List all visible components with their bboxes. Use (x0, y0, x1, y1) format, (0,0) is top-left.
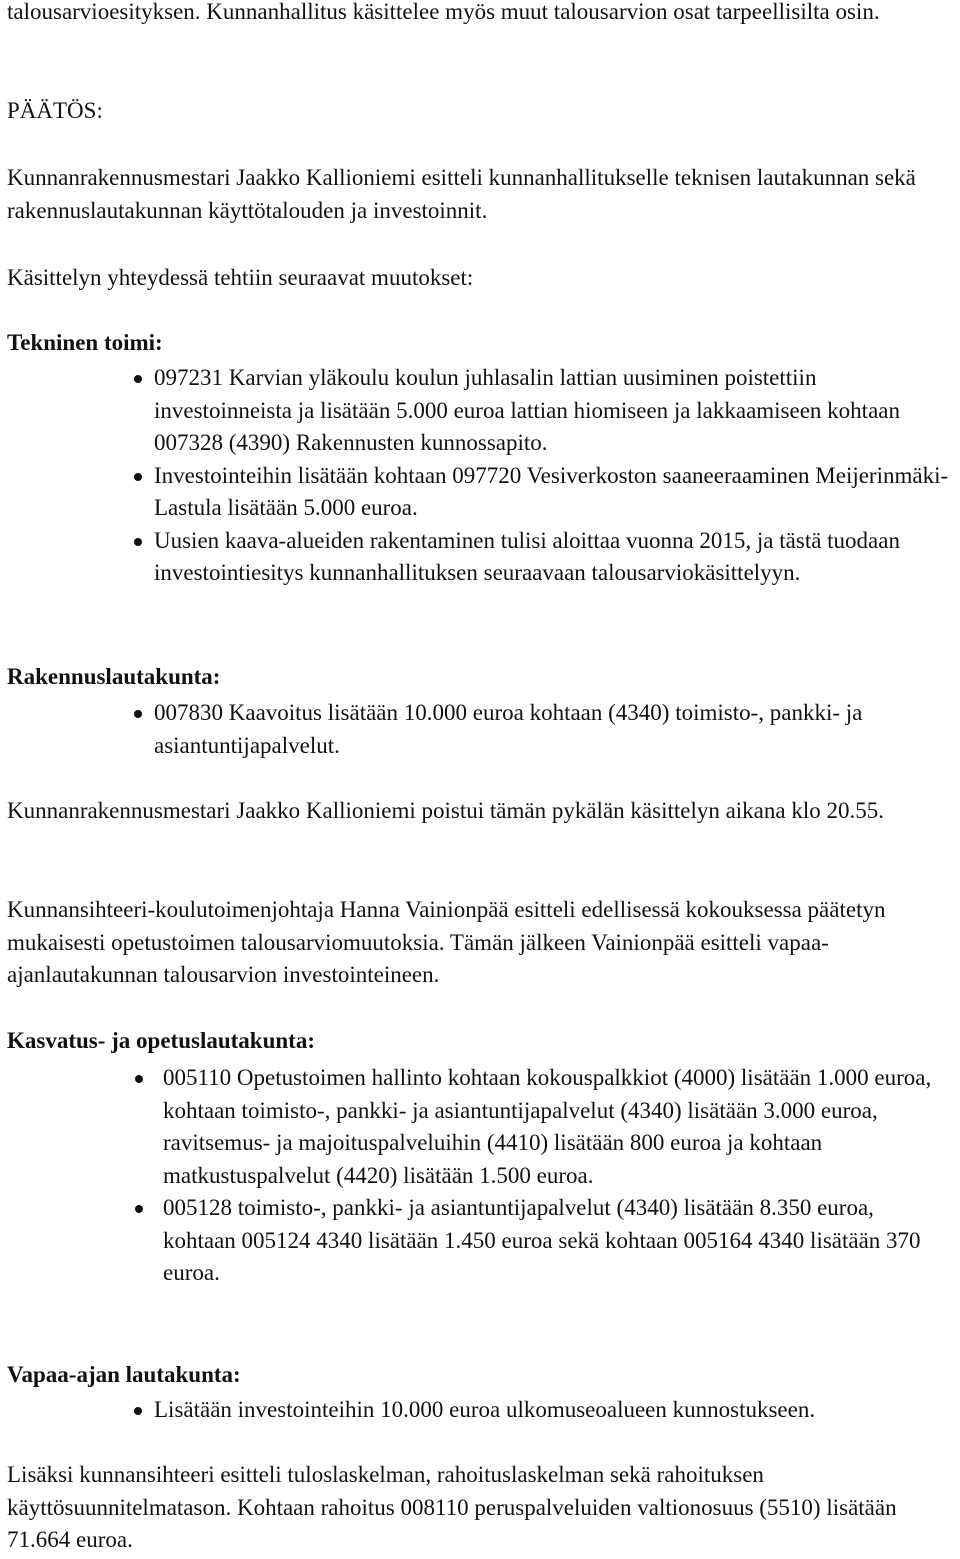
bullet-icon (135, 1075, 143, 1083)
list-item (7, 460, 953, 525)
building-section (7, 661, 953, 694)
building-heading: Rakennuslautakunta: (7, 664, 221, 689)
leisure-section (7, 1359, 953, 1392)
final-text: Lisäksi kunnansihteeri esitteli tuloslaskelman, rahoituslaskelman sekä rahoituksen käyttösuunnitelmatason. Kohtaan rahoitus 008110 peruspalveluiden valtionosuus (5510) lisätään 71.664 euroa. (7, 1462, 897, 1552)
left-paragraph (7, 795, 953, 828)
left-text: Kunnanrakennusmestari Jaakko Kallioniemi poistui tämän pykälän käsittelyn aikana klo 20.55. (7, 798, 884, 823)
technical-section (7, 327, 953, 360)
technical-list (7, 362, 953, 590)
list-item-text: 005110 Opetustoimen hallinto kohtaan kokouspalkkiot (4000) lisätään 1.000 euroa, kohtaan toimisto-, pankki- ja asiantuntijapalvelut (4340) lisätään 3.000 euroa, ravitsemus- ja majoituspalveluihin (4410) lisätään 800 euroa ja kohtaan matkustuspalvelut (4420) lisätään 1.500 euroa. (163, 1065, 932, 1188)
presented-text: Kunnanrakennusmestari Jaakko Kallioniemi esitteli kunnanhallitukselle teknisen lautakunnan sekä rakennuslautakunnan käyttötalouden ja investoinnit. (7, 165, 916, 223)
leisure-list-block (7, 1394, 953, 1427)
bullet-icon (134, 538, 142, 546)
education-list (7, 1062, 953, 1290)
list-item (7, 362, 953, 460)
bullet-icon (134, 473, 142, 481)
intro-text: talousarvioesityksen. Kunnanhallitus käsittelee myös muut talousarvion osat tarpeellisilta osin. (7, 0, 880, 24)
education-intro-text: Kunnansihteeri-koulutoimenjohtaja Hanna Vainionpää esitteli edellisessä kokouksessa päätetyn mukaisesti opetustoimen talousarviomuutoksia. Tämän jälkeen Vainionpää esitteli vapaa-ajanlautakunnan talousarvion investointeineen. (7, 897, 886, 987)
bullet-icon (134, 1407, 142, 1415)
list-item (7, 1394, 953, 1427)
leisure-list (7, 1394, 953, 1427)
education-intro-paragraph (7, 894, 953, 992)
final-paragraph (7, 1459, 953, 1557)
list-item-text: 097231 Karvian yläkoulu koulun juhlasalin lattian uusiminen poistettiin investoinneista ja lisätään 5.000 euroa lattian hiomiseen ja lakkaamiseen kohtaan 007328 (4390) Rakennusten kunnossapito. (154, 365, 900, 455)
decision-heading: PÄÄTÖS: (7, 98, 103, 123)
list-item-text: Uusien kaava-alueiden rakentaminen tulisi aloittaa vuonna 2015, ja tästä tuodaan investointiesitys kunnanhallituksen seuraavaan talousarviokäsittelyyn. (154, 527, 900, 585)
changes-text: Käsittelyn yhteydessä tehtiin seuraavat muutokset: (7, 265, 474, 290)
technical-heading: Tekninen toimi: (7, 330, 163, 355)
bullet-icon (135, 1205, 143, 1213)
list-item (7, 1062, 953, 1192)
list-item-text: Lisätään investointeihin 10.000 euroa ulkomuseoalueen kunnostukseen. (154, 1397, 816, 1422)
building-list (7, 697, 953, 762)
list-item-text: 007830 Kaavoitus lisätään 10.000 euroa kohtaan (4340) toimisto-, pankki- ja asiantuntijapalvelut. (154, 700, 863, 758)
education-heading: Kasvatus- ja opetuslautakunta: (7, 1028, 315, 1053)
intro-paragraph (7, 0, 953, 29)
list-item (7, 1192, 953, 1290)
list-item-text: 005128 toimisto-, pankki- ja asiantuntijapalvelut (4340) lisätään 8.350 euroa, kohtaan 005124 4340 lisätään 1.450 euroa sekä kohtaan 005164 4340 lisätään 370 euroa. (163, 1195, 921, 1285)
leisure-heading: Vapaa-ajan lautakunta: (7, 1362, 241, 1387)
presented-paragraph (7, 162, 953, 227)
bullet-icon (134, 710, 142, 718)
changes-paragraph (7, 262, 953, 295)
building-list-block (7, 697, 953, 762)
decision-heading-block (7, 95, 953, 128)
technical-list-block (7, 362, 953, 590)
list-item (7, 697, 953, 762)
list-item-text: Investointeihin lisätään kohtaan 097720 Vesiverkoston saaneeraaminen Meijerinmäki-Lastula lisätään 5.000 euroa. (154, 462, 949, 520)
education-section (7, 1025, 953, 1058)
education-list-block (7, 1062, 953, 1290)
bullet-icon (134, 375, 142, 383)
list-item (7, 525, 953, 590)
